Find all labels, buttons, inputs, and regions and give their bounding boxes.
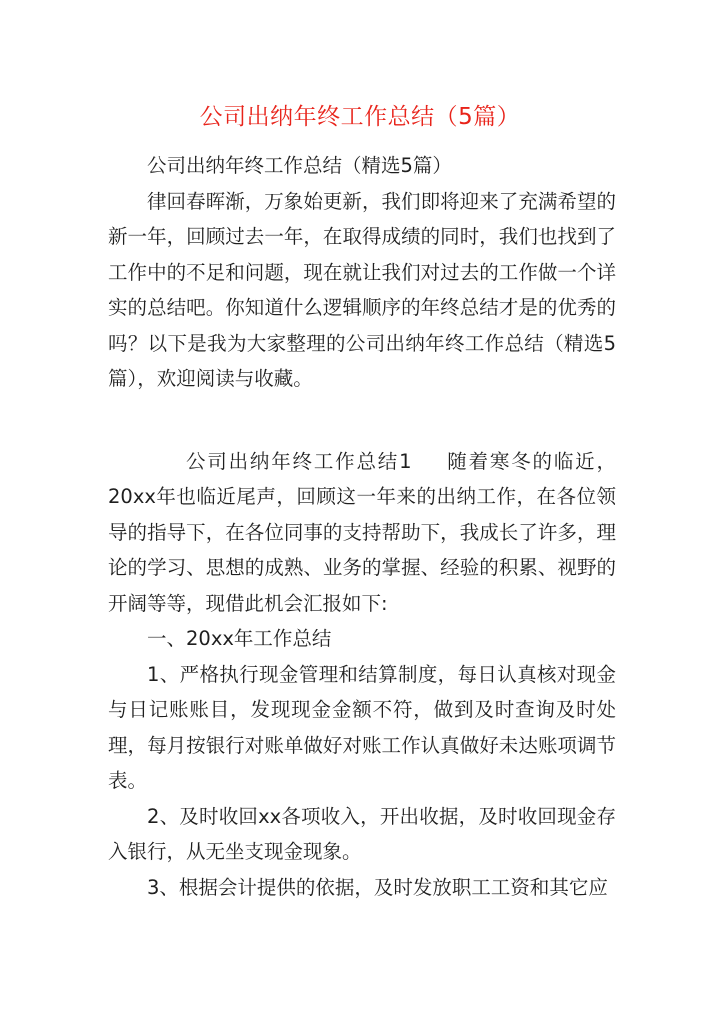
intro-paragraph: 律回春晖渐，万象始更新，我们即将迎来了充满希望的新一年，回顾过去一年，在取得成绩的同时，我们也找到了工作中的不足和问题，现在就让我们对过去的工作做一个详实的总结吧。你知道什么逻辑顺序的年终总结才是的优秀的吗？以下是我为大家整理的公司出纳年终工作总结（精选5篇），欢迎阅读与收藏。: [108, 189, 616, 390]
document-title: 公司出纳年终工作总结（5篇）: [199, 104, 521, 130]
list-item-1: 1、严格执行现金管理和结算制度，每日认真核对现金与日记账账目，发现现金金额不符，做到及时查询及时处理，每月按银行对账单做好对账工作认真做好未达账项调节表。: [108, 662, 616, 792]
document-body: [108, 148, 616, 905]
section-1-paragraph: [108, 444, 616, 622]
list-item-2: 2、及时收回xx各项收入，开出收据，及时收回现金存入银行，从无坐支现金现象。: [108, 804, 616, 863]
section-1-heading: 公司出纳年终工作总结1: [186, 449, 412, 473]
section-1-text: 随着寒冬的临近，20xx年也临近尾声，回顾这一年来的出纳工作，在各位领导的指导下，在各位同事的支持帮助下，我成长了许多，理论的学习、思想的成熟、业务的掌握、经验的积累、视野的开阔等等，现借此机会汇报如下:: [108, 449, 616, 615]
subtitle-paragraph: 公司出纳年终工作总结（精选5篇）: [147, 154, 452, 177]
list-item-3: 3、根据会计提供的依据，及时发放职工工资和其它应: [147, 875, 608, 899]
part-heading: 一、20xx年工作总结: [147, 627, 332, 650]
paragraph-gap: [108, 397, 616, 444]
